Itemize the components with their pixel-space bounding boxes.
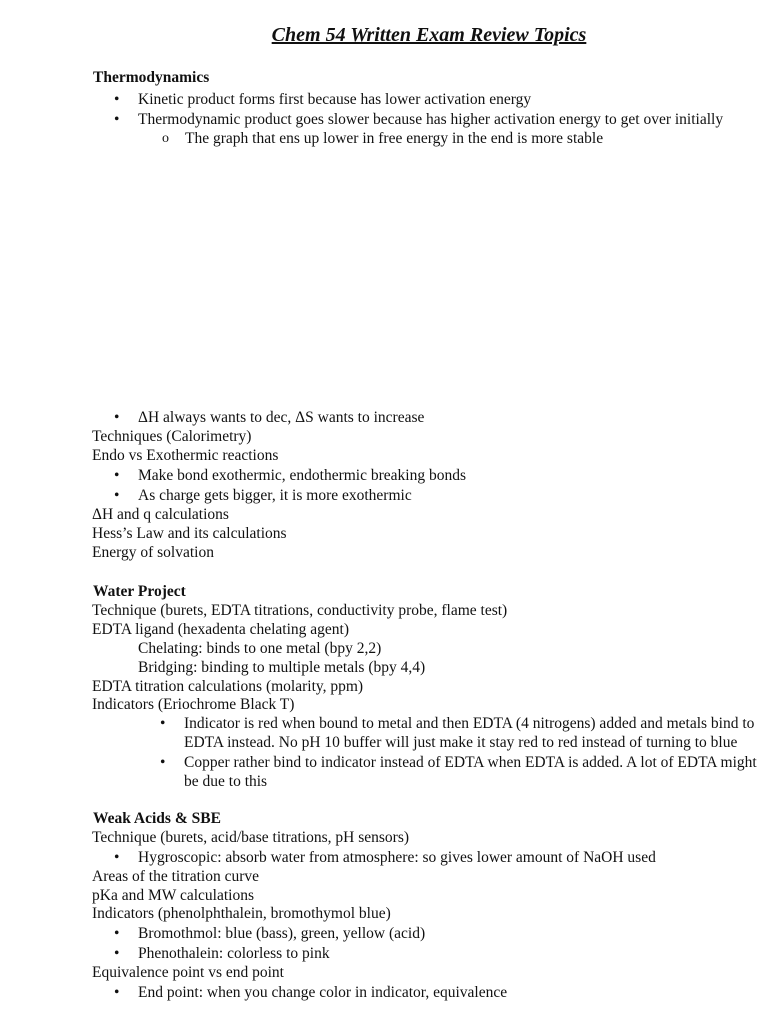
text-line: Technique (burets, EDTA titrations, conductivity probe, flame test): [92, 602, 508, 619]
bullet-icon: •: [114, 945, 120, 962]
bullet-icon: •: [114, 925, 120, 942]
bullet-icon: •: [114, 487, 120, 504]
bullet-icon: •: [160, 754, 166, 771]
text-line: Equivalence point vs end point: [92, 964, 284, 981]
text-line: Hess’s Law and its calculations: [92, 525, 287, 542]
text-line: Chelating: binds to one metal (bpy 2,2): [138, 640, 382, 657]
list-item: Thermodynamic product goes slower because has higher activation energy to get over initially: [138, 111, 724, 128]
sub-list-item: The graph that ens up lower in free energy in the end is more stable: [185, 130, 604, 147]
text-line: Technique (burets, acid/base titrations, pH sensors): [92, 829, 410, 846]
text-line: ΔH and q calculations: [92, 506, 229, 523]
list-item: Kinetic product forms first because has lower activation energy: [138, 91, 532, 108]
list-item: Hygroscopic: absorb water from atmosphere: so gives lower amount of NaOH used: [138, 849, 656, 866]
section-heading-water-project: Water Project: [93, 583, 186, 600]
text-line: EDTA titration calculations (molarity, ppm): [92, 678, 364, 695]
text-line: Indicators (Eriochrome Black T): [92, 696, 295, 713]
list-item: Phenothalein: colorless to pink: [138, 945, 330, 962]
list-item: Bromothmol: blue (bass), green, yellow (acid): [138, 925, 426, 942]
section-heading-thermodynamics: Thermodynamics: [93, 69, 210, 86]
bullet-icon: •: [114, 984, 120, 1001]
bullet-icon: •: [114, 467, 120, 484]
list-item: Copper rather bind to indicator instead of EDTA when EDTA is added. A lot of EDTA might: [184, 754, 757, 771]
text-line: Indicators (phenolphthalein, bromothymol blue): [92, 905, 391, 922]
list-item: Make bond exothermic, endothermic breaking bonds: [138, 467, 466, 484]
text-line: Areas of the titration curve: [92, 868, 259, 885]
text-line: Bridging: binding to multiple metals (bpy 4,4): [138, 659, 426, 676]
list-item: ΔH always wants to dec, ΔS wants to increase: [138, 409, 425, 426]
text-line: Energy of solvation: [92, 544, 214, 561]
list-item-continued: EDTA instead. No pH 10 buffer will just make it stay red to red instead of turning to blue: [184, 734, 738, 751]
text-line: pKa and MW calculations: [92, 887, 254, 904]
bullet-icon: •: [114, 849, 120, 866]
list-item: Indicator is red when bound to metal and then EDTA (4 nitrogens) added and metals bind to: [184, 715, 755, 732]
sub-bullet-icon: o: [162, 131, 169, 146]
text-line: Techniques (Calorimetry): [92, 428, 252, 445]
text-line: EDTA ligand (hexadenta chelating agent): [92, 621, 349, 638]
bullet-icon: •: [114, 409, 120, 426]
bullet-icon: •: [160, 715, 166, 732]
list-item-continued: be due to this: [184, 773, 268, 790]
list-item: End point: when you change color in indicator, equivalence: [138, 984, 508, 1001]
text-line: Endo vs Exothermic reactions: [92, 447, 279, 464]
bullet-icon: •: [114, 91, 120, 108]
section-heading-weak-acids: Weak Acids & SBE: [93, 810, 221, 827]
list-item: As charge gets bigger, it is more exothermic: [138, 487, 412, 504]
bullet-icon: •: [114, 111, 120, 128]
page-title: Chem 54 Written Exam Review Topics: [271, 24, 587, 46]
